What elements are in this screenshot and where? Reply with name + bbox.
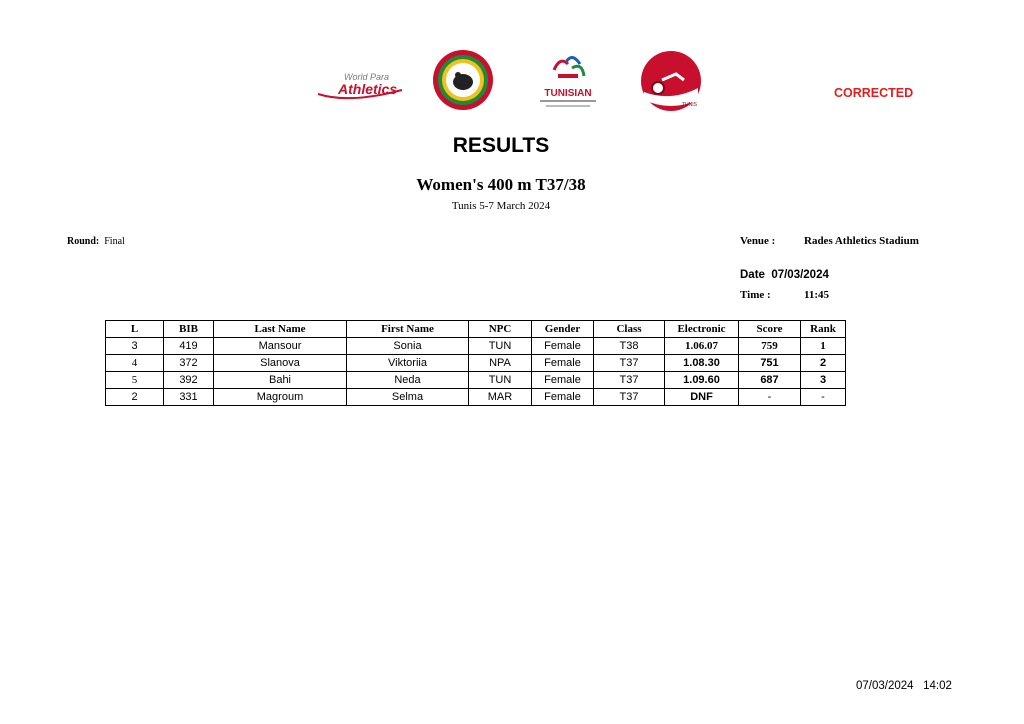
wpa-line1: World Para xyxy=(344,72,390,82)
table-row xyxy=(106,389,846,406)
cell-npc: TUN xyxy=(469,338,532,355)
cell-last-name: Slanova xyxy=(214,355,347,372)
cell-bib: 392 xyxy=(164,372,214,389)
cell-score: - xyxy=(739,389,801,406)
venue-label: Venue : xyxy=(740,235,776,247)
cell-first-name: Viktoriia xyxy=(347,355,469,372)
header-npc: NPC xyxy=(469,321,532,338)
cell-electronic: DNF xyxy=(665,389,739,406)
cell-rank: 3 xyxy=(801,372,846,389)
printed-timestamp: 07/03/2024 14:02 xyxy=(856,680,952,692)
cell-gender: Female xyxy=(532,389,594,406)
cell-rank: - xyxy=(801,389,846,406)
cell-bib: 331 xyxy=(164,389,214,406)
cell-electronic: 1.08.30 xyxy=(665,355,739,372)
table-row xyxy=(106,355,846,372)
event-logo-text: TUNIS xyxy=(682,102,697,108)
cell-npc: MAR xyxy=(469,389,532,406)
header-first-name: First Name xyxy=(347,321,469,338)
cell-lane: 3 xyxy=(106,338,164,355)
cell-class: T37 xyxy=(594,389,665,406)
wpa-line2: Athletics xyxy=(338,81,398,97)
cell-gender: Female xyxy=(532,372,594,389)
cell-score: 751 xyxy=(739,355,801,372)
table-header-row xyxy=(106,321,846,338)
event-logo xyxy=(636,50,706,112)
cell-lane: 4 xyxy=(106,355,164,372)
cell-last-name: Mansour xyxy=(214,338,347,355)
header-bib: BIB xyxy=(164,321,214,338)
cell-npc: TUN xyxy=(469,372,532,389)
header-rank: Rank xyxy=(801,321,846,338)
round-info xyxy=(67,236,125,247)
cell-class: T38 xyxy=(594,338,665,355)
cell-bib: 372 xyxy=(164,355,214,372)
cell-bib: 419 xyxy=(164,338,214,355)
cell-first-name: Selma xyxy=(347,389,469,406)
event-subtitle: Tunis 5-7 March 2024 xyxy=(451,200,551,212)
round-value: Final xyxy=(104,236,125,247)
results-table xyxy=(105,320,846,406)
cell-last-name: Magroum xyxy=(214,389,347,406)
world-para-athletics-logo xyxy=(310,50,410,112)
corrected-status: CORRECTED xyxy=(834,86,914,100)
round-label: Round: xyxy=(67,236,100,247)
cell-electronic: 1.06.07 xyxy=(665,338,739,355)
cell-first-name: Neda xyxy=(347,372,469,389)
header-gender: Gender xyxy=(532,321,594,338)
cell-electronic: 1.09.60 xyxy=(665,372,739,389)
event-title: Women's 400 m T37/38 xyxy=(416,175,586,194)
venue-value: Rades Athletics Stadium xyxy=(804,235,919,247)
header-score: Score xyxy=(739,321,801,338)
tunisian-paralympic-logo xyxy=(532,48,604,112)
time-value: 11:45 xyxy=(804,289,830,301)
cell-rank: 2 xyxy=(801,355,846,372)
cell-lane: 5 xyxy=(106,372,164,389)
header-last-name: Last Name xyxy=(214,321,347,338)
cell-gender: Female xyxy=(532,355,594,372)
cell-score: 759 xyxy=(739,338,801,355)
date-value: Date 07/03/2024 xyxy=(740,269,829,281)
header-class: Class xyxy=(594,321,665,338)
national-paralympic-emblem xyxy=(428,48,498,112)
tunisian-logo-text: TUNISIAN xyxy=(544,88,592,99)
cell-last-name: Bahi xyxy=(214,372,347,389)
cell-class: T37 xyxy=(594,372,665,389)
cell-npc: NPA xyxy=(469,355,532,372)
cell-score: 687 xyxy=(739,372,801,389)
cell-class: T37 xyxy=(594,355,665,372)
time-label: Time : xyxy=(740,289,771,301)
results-title: RESULTS xyxy=(452,134,550,157)
cell-first-name: Sonia xyxy=(347,338,469,355)
header-lane: L xyxy=(106,321,164,338)
cell-rank: 1 xyxy=(801,338,846,355)
table-row xyxy=(106,372,846,389)
header-electronic: Electronic xyxy=(665,321,739,338)
table-row xyxy=(106,338,846,355)
cell-gender: Female xyxy=(532,338,594,355)
cell-lane: 2 xyxy=(106,389,164,406)
